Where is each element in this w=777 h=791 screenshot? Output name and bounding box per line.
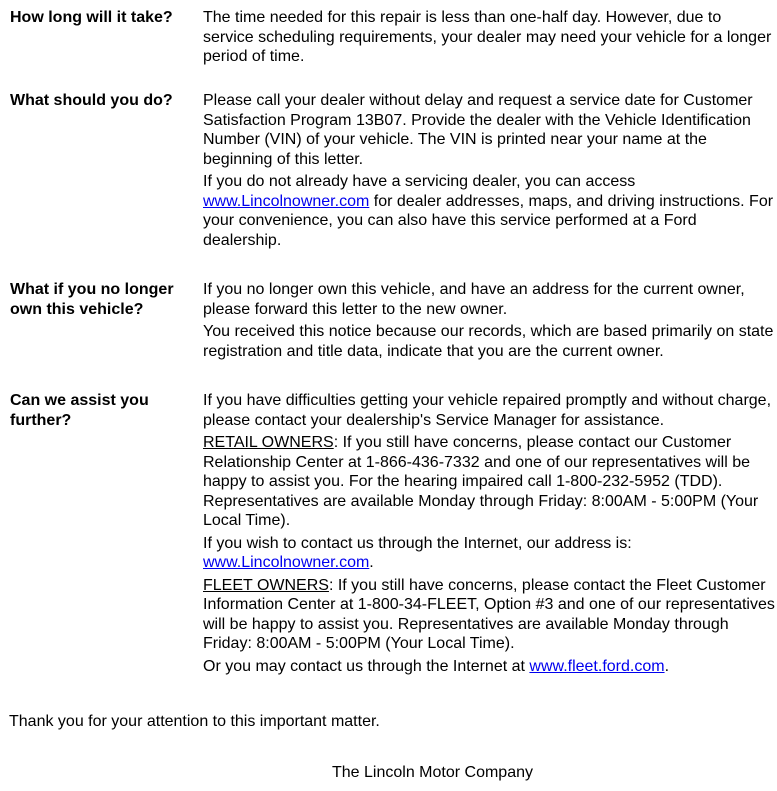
lincolnowner-link[interactable]: www.Lincolnowner.com: [203, 554, 370, 571]
fleet-owners-paragraph: [203, 576, 775, 654]
question-how-long: How long will it take?: [10, 9, 173, 26]
retail-owners-paragraph: [203, 433, 775, 531]
answer-paragraph: If you have difficulties getting your vehicle repaired promptly and without charge, please contact your dealership's Service Manager for assistance.: [203, 392, 772, 429]
fleet-internet-paragraph: [203, 657, 775, 677]
internet-text: If you wish to contact us through the Internet, our address is:: [203, 534, 632, 552]
retail-owners-text: : If you still have concerns, please contact our Customer Relationship Center at 1-866-436-7332 and one of our representatives will be happy to assist you. For the hearing impaired call 1-800-232-5952 (TDD). Representatives are available Monday through Friday: 8:00AM - 5:00PM (Your Local Time).: [203, 434, 759, 529]
question-no-longer-own: What if you no longer own this vehicle?: [10, 281, 174, 318]
dealer-access-paragraph: [203, 172, 775, 250]
fleet-internet-after: .: [664, 657, 670, 675]
answer-how-long: [203, 8, 775, 67]
internet-after: .: [369, 554, 374, 571]
answer-paragraph: The time needed for this repair is less than one-half day. However, due to service scheduling requirements, your dealer may need your vehicle for a longer period of time.: [203, 9, 772, 65]
answer-assist: [203, 391, 775, 676]
lincolnowner-link[interactable]: www.Lincolnowner.com: [203, 192, 370, 210]
fleet-ford-link[interactable]: www.fleet.ford.com: [529, 657, 665, 675]
fleet-owners-label: FLEET OWNERS: [203, 576, 329, 594]
retail-owners-label: RETAIL OWNERS: [203, 434, 334, 451]
fleet-owners-text: : If you still have concerns, please contact the Fleet Customer Information Center at 1-800-34-FLEET, Option #3 and one of our representatives will be happy to assist you. Representatives are available Monday through Friday: 8:00AM - 5:00PM (Your Local Time).: [203, 576, 775, 652]
answer-what-to-do: [203, 91, 775, 250]
answer-paragraph: Please call your dealer without delay and request a service date for Customer Satisfaction Program 13B07. Provide the dealer with the Vehicle Identification Number (VIN) of your vehicle. The VIN is printed near your name at the beginning of this letter.: [203, 92, 753, 168]
answer-paragraph: If you no longer own this vehicle, and have an address for the current owner, please forward this letter to the new owner.: [203, 281, 745, 318]
dealer-access-text-after: for dealer addresses, maps, and driving instructions. For your convenience, you can also have this service performed at a Ford dealership.: [203, 192, 774, 249]
fleet-internet-text: Or you may contact us through the Internet at: [203, 657, 530, 675]
signature: The Lincoln Motor Company: [332, 764, 533, 781]
closing-text: Thank you for your attention to this important matter.: [9, 713, 380, 730]
question-what-to-do: What should you do?: [10, 92, 173, 109]
answer-no-longer-own: [203, 280, 775, 361]
question-assist: Can we assist you further?: [10, 392, 149, 429]
answer-paragraph: You received this notice because our records, which are based primarily on state registration and title data, indicate that you are the current owner.: [203, 323, 774, 360]
internet-paragraph: [203, 534, 775, 573]
dealer-access-text: If you do not already have a servicing dealer, you can access: [203, 173, 636, 190]
